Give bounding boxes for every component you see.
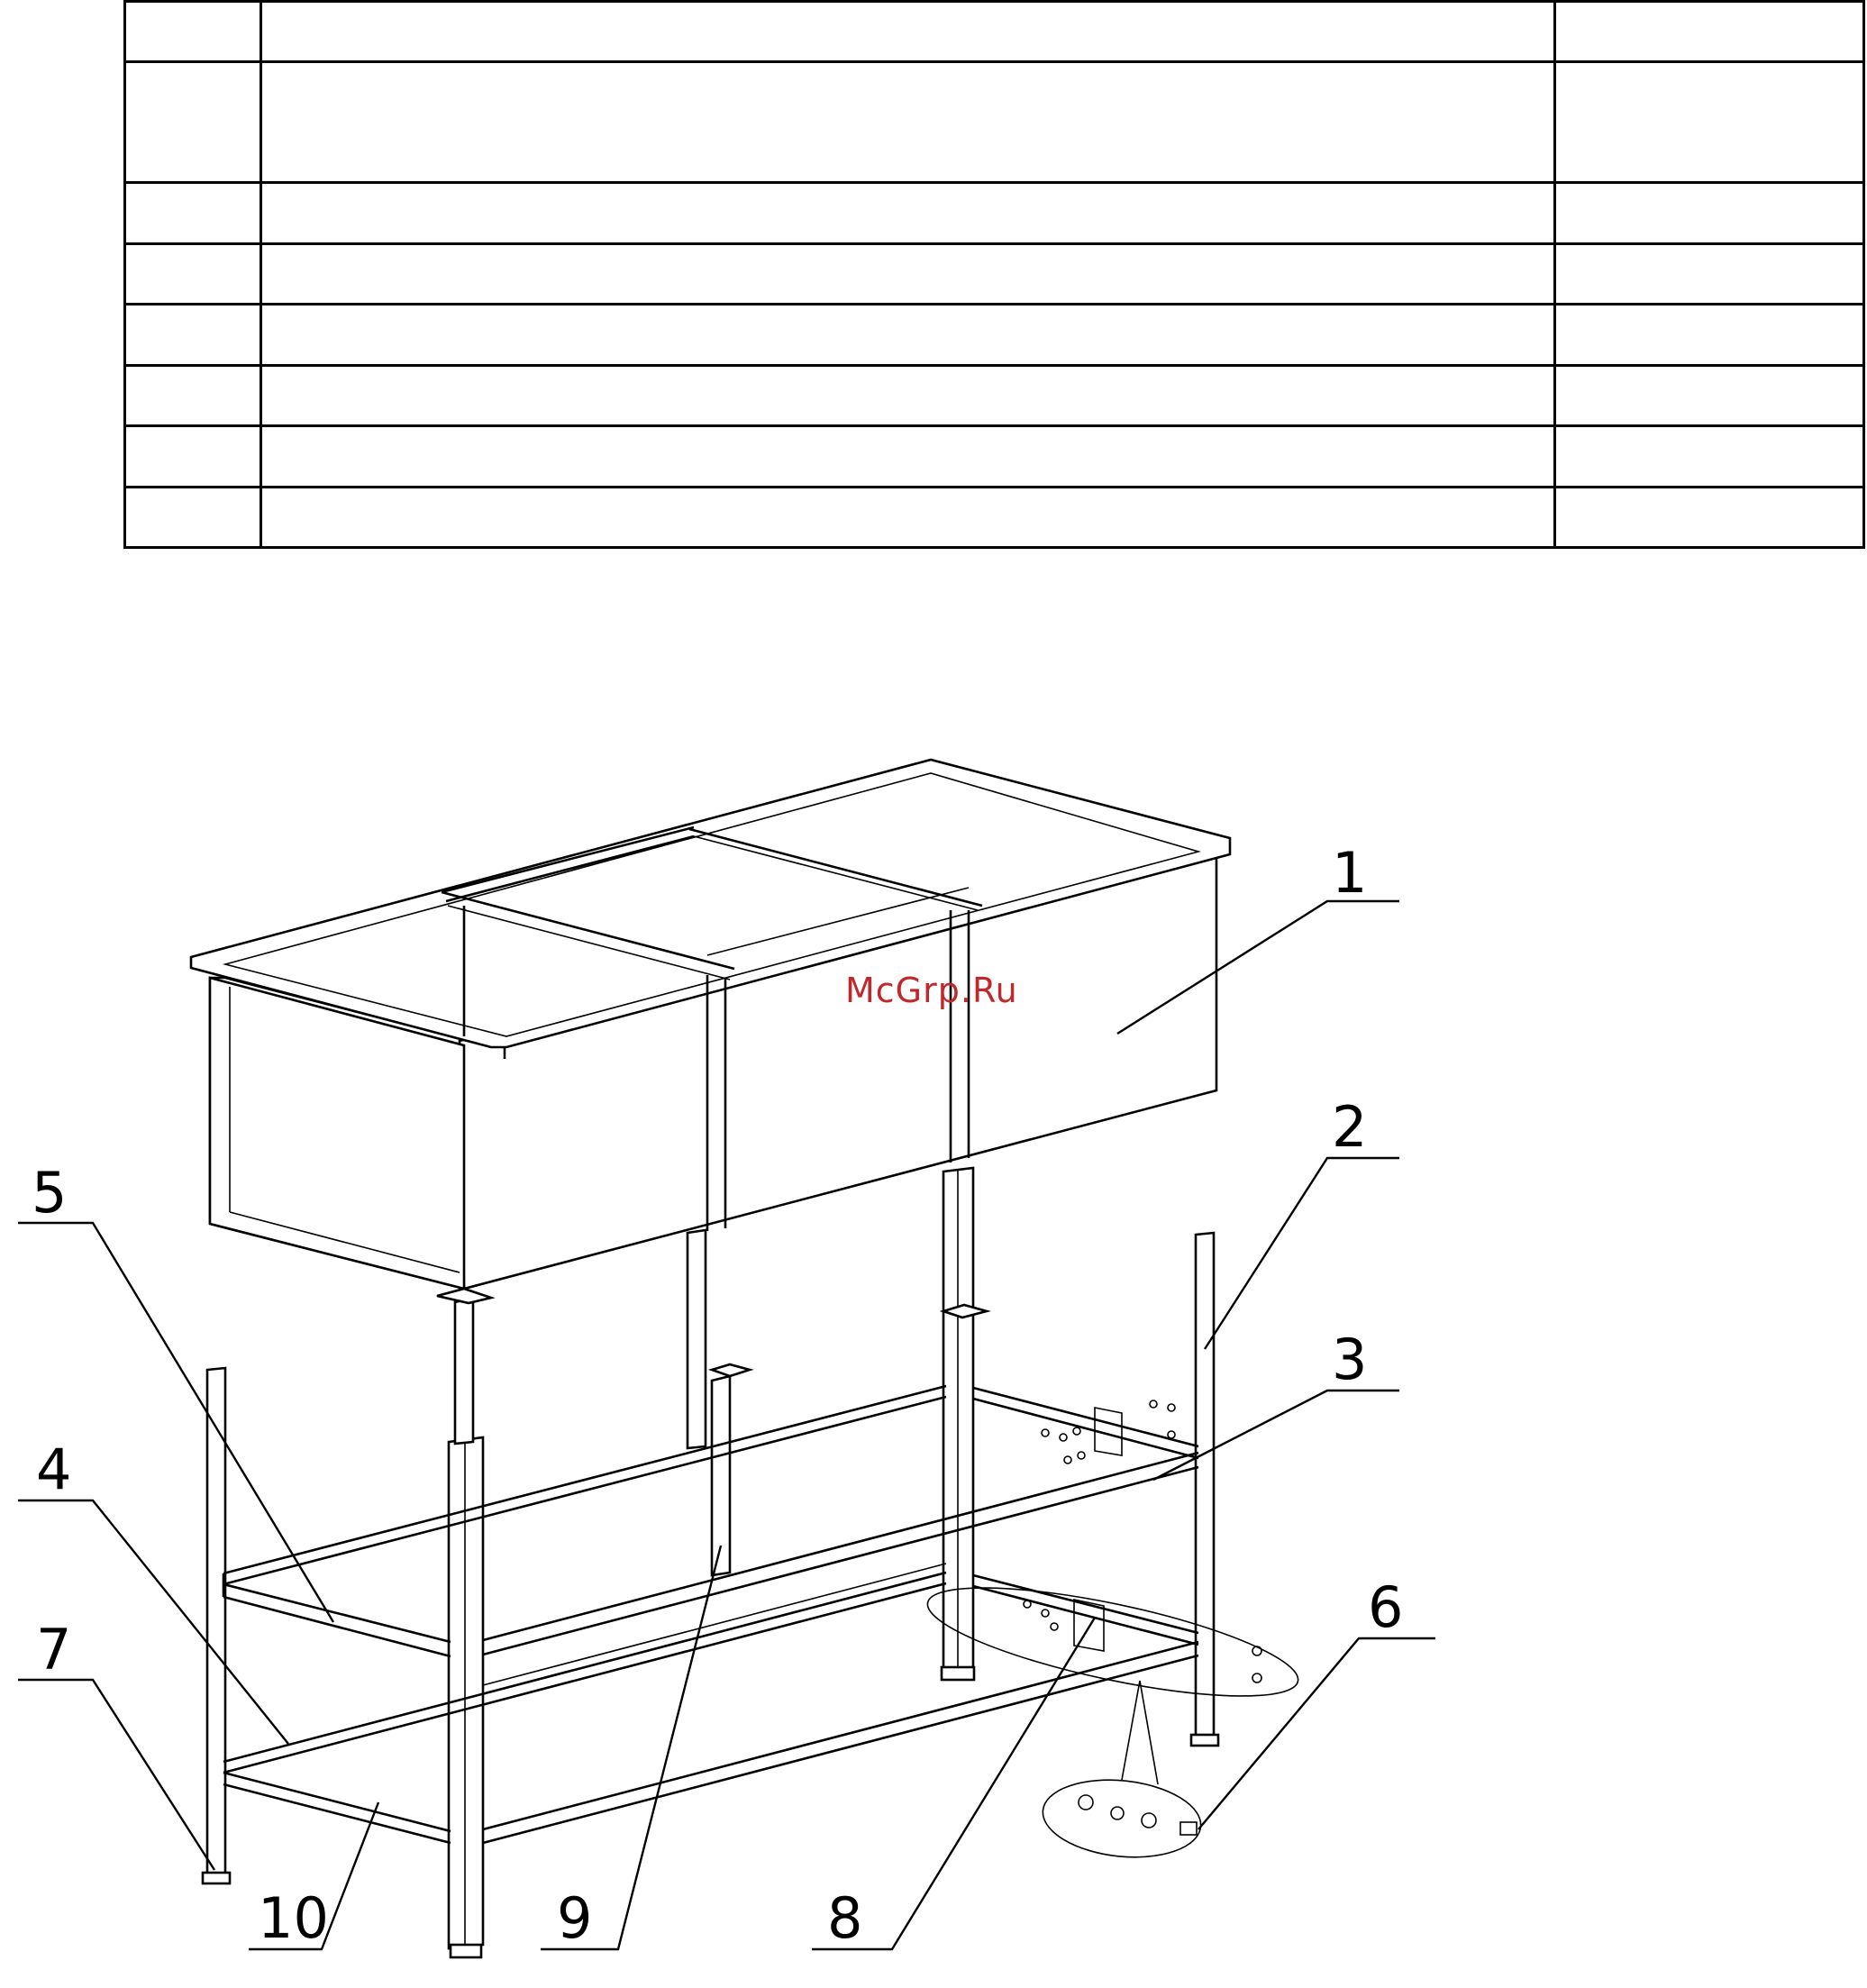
callout-7: 7 [36,1617,72,1683]
callout-3: 3 [1332,1327,1368,1392]
callout-4: 4 [36,1436,72,1502]
watermark: McGrp.Ru [845,971,1018,1010]
callout-8: 8 [827,1885,863,1951]
legs [203,1168,1218,1957]
callout-9: 9 [557,1885,593,1951]
lower-frame [223,1573,1198,1843]
sink-basin [191,760,1230,1289]
callout-1: 1 [1332,840,1368,906]
callout-10: 10 [258,1885,329,1951]
callout-5: 5 [32,1160,68,1226]
callout-2: 2 [1332,1094,1368,1160]
callout-6: 6 [1368,1574,1404,1640]
